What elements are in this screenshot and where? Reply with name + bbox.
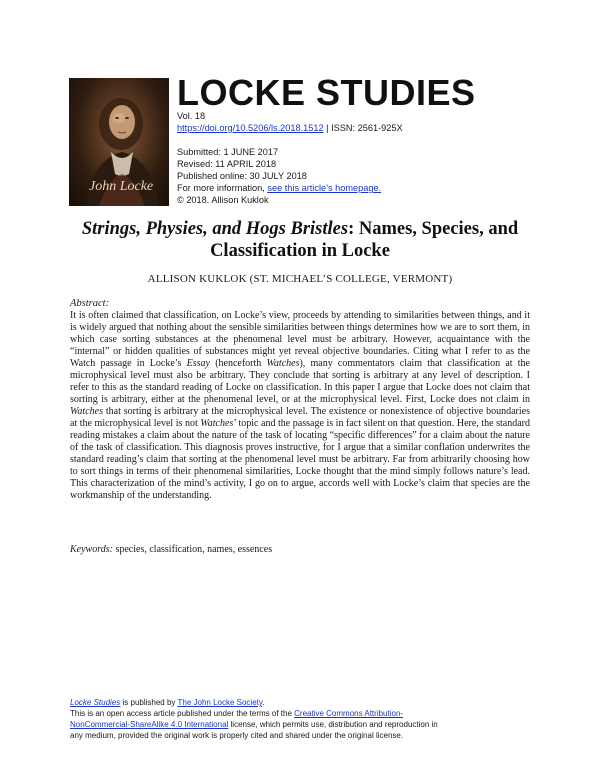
issn-separator: |: [323, 123, 332, 133]
volume: Vol. 18: [177, 111, 206, 121]
footer-text: .: [262, 698, 265, 707]
footer-line-2: [70, 708, 540, 719]
portrait-painting: [69, 78, 169, 206]
issn: ISSN: 2561-925X: [331, 123, 403, 133]
footer-text: This is an open access article published under the terms of the: [70, 709, 295, 718]
footer-text: is published by: [120, 698, 178, 707]
abstract-part: (henceforth: [210, 358, 267, 369]
article-homepage-link[interactable]: see this article’s homepage.: [267, 183, 382, 193]
abstract-italic-watches: Watches: [266, 358, 300, 369]
portrait-signature: John Locke: [89, 179, 154, 194]
article-title-italic: Strings, Physies, and Hogs Bristles: [81, 219, 349, 239]
more-info-line: [177, 182, 381, 194]
journal-title: LOCKE STUDIES: [177, 72, 476, 113]
published-date: Published online: 30 JULY 2018: [177, 171, 307, 181]
abstract-italic-essay: Essay: [186, 358, 210, 369]
article-title: [60, 218, 540, 262]
footer-line-3: [70, 719, 540, 730]
locke-studies-link[interactable]: Locke Studies: [70, 698, 121, 707]
copyright: © 2018. Allison Kuklok: [177, 195, 269, 205]
author-line: ALLISON KUKLOK (ST. MICHAEL’S COLLEGE, VERMONT): [147, 273, 453, 285]
keywords-label: Keywords:: [70, 544, 113, 555]
license-footer: [70, 697, 540, 741]
abstract-italic-watches: Watches: [70, 406, 103, 417]
abstract-part: ’ topic and the passage is in fact silent on that question. Here, the standard reading mistakes a claim about the nature of the task of locating “specific differences” for a claim about the nature of the task of classification. This diagnosis proves instructive, for I argue that a similar conflation underwrites the standard reading’s claim that sorting at the phenomenal level must be arbitrary. Far from arbitrarily choosing how to sort things in terms of their phenomenal similarities, Locke thought that the mind simply follows nature’s lead. This characterization of the mind’s activity, I go on to argue, accords well with Locke’s claim that species are the workmanship of the understanding.: [70, 418, 531, 501]
keywords-list: species, classification, names, essences: [112, 544, 273, 555]
abstract-text: [70, 310, 530, 502]
abstract-part: ), many commentators claim that classification at the microphysical level must also be arbitrary. They conclude that sorting is arbitrary at any level of description. I refer to this as the standard reading of Locke on classification. In this paper I argue that Locke does not claim that sorting is arbitrary, either at the phenomenal level, or at the microphysical level. First, Locke does not claim in: [70, 358, 530, 405]
revised-date: Revised: 11 APRIL 2018: [177, 159, 277, 169]
doi-link[interactable]: https://doi.org/10.5206/ls.2018.1512: [177, 123, 324, 133]
abstract-italic-watches: Watches: [200, 418, 234, 429]
abstract-part: that sorting is arbitrary at the microphysical level. The existence or nonexistence of objective boundaries at the microphysical level is not: [70, 406, 530, 429]
footer-text: license, which permits use, distribution and reproduction in: [228, 720, 438, 729]
abstract-label: Abstract:: [70, 298, 110, 309]
footer-line-1: [70, 697, 540, 708]
submitted-date: Submitted: 1 JUNE 2017: [177, 147, 279, 157]
abstract-part: It is often claimed that classification, on Locke’s view, proceeds by attending to similarities between things, and it is widely argued that nothing about the sensible similarities between things determines how we are to sort them, in which case sorting substances at the phenomenal level must be arbitrary. However, acquaintance with the “internal” or hidden qualities of substances might yet reveal objective boundaries. Citing what I refer to as the Watch passage in Locke’s: [70, 310, 530, 369]
keywords-line: [70, 544, 272, 555]
cc-license-link-cont[interactable]: NonCommercial-ShareAlike 4.0 International: [70, 720, 229, 729]
article-title-rest: : Names, Species, and Classification in Locke: [210, 219, 519, 261]
author-portrait-image: [69, 78, 169, 206]
john-locke-society-link[interactable]: The John Locke Society: [177, 698, 263, 707]
cc-license-link[interactable]: Creative Commons Attribution-: [294, 709, 404, 718]
more-info-prefix: For more information,: [177, 183, 268, 193]
doi-line: [177, 122, 403, 134]
footer-line-4: any medium, provided the original work is properly cited and shared under the original license.: [70, 731, 404, 740]
